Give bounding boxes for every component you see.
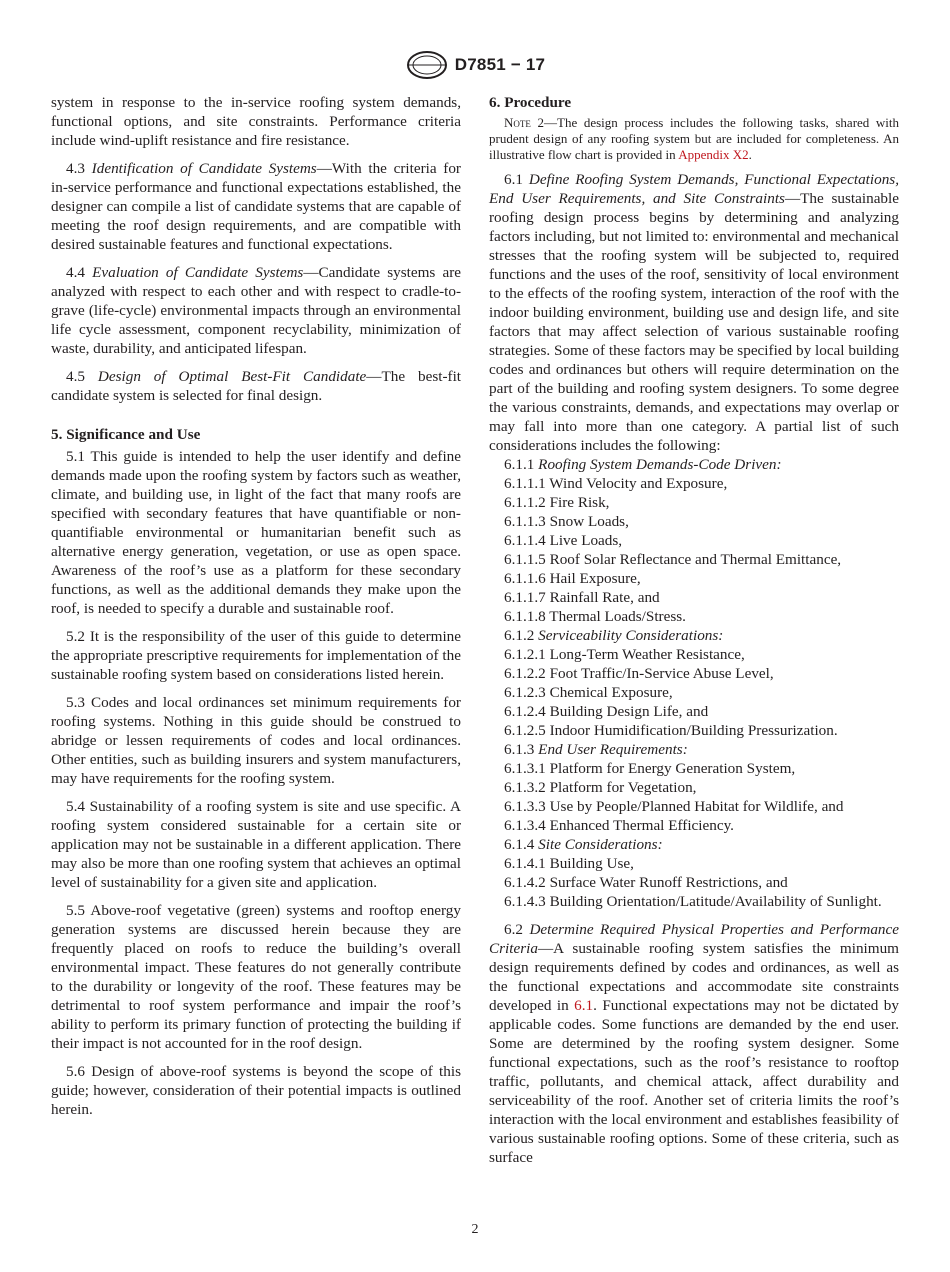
standard-designation: D7851 − 17 — [454, 55, 546, 74]
list-item: 6.1.2.5 Indoor Humidification/Building Pressurization. — [504, 722, 838, 739]
note-2: Note 2—The design process includes the following tasks, shared with prudent design of any roofing system but are included for completeness. An illustrative flow chart is provided in Appendix X2. — [489, 115, 900, 162]
list-item: 6.1.1.7 Rainfall Rate, and — [504, 589, 660, 606]
list-item: 6.1.3.1 Platform for Energy Generation System, — [504, 760, 796, 777]
list-item: 6.1.3.3 Use by People/Planned Habitat for Wildlife, and — [504, 798, 844, 815]
section-5-heading: 5. Significance and Use — [51, 426, 201, 443]
list-item: 6.1.1.8 Thermal Loads/Stress. — [504, 608, 686, 625]
list-item: 6.1.3.2 Platform for Vegetation, — [504, 779, 697, 796]
considerations-list — [489, 455, 899, 892]
list-item: 6.1.4 Site Considerations: — [504, 836, 663, 853]
list-item: 6.1.1.2 Fire Risk, — [504, 494, 610, 511]
paragraph-6-1: 6.1 Define Roofing System Demands, Functional Expectations, End User Requirements, and Site Constraints—The sustainable roofing design process begins by determining and analyzing factors including, but not limited to: environmental and mechanical stresses that the roofing system will be subjected to, required functions and the uses of the roof, sensitivity of local environment to the effects of the roofing system, interaction of the roof with the indoor building environment, building use and design life, and site factors that may affect selection of various sustainable roofing strategies. Some of these factors may be specified by local building codes and ordinances but others will require determination on the part of the building and roofing system designers. To some degree the various constraints, demands, and expectations may overlap or may fall into more than one category. A partial list of such considerations includes the following: — [489, 171, 899, 454]
left-column — [51, 93, 461, 1119]
astm-logo-icon — [405, 50, 449, 80]
appendix-x2-link[interactable]: Appendix X2 — [678, 147, 749, 162]
list-item: 6.1.1.4 Live Loads, — [504, 532, 623, 549]
paragraph-4-4: 4.4 Evaluation of Candidate Systems—Candidate systems are analyzed with respect to each other and with respect to cradle-to-grave (life-cycle) environmental impacts through an environmental life cycle assessment, component recyclability, minimization of waste, durability, and anticipated lifespan. — [51, 264, 462, 357]
list-item: 6.1.2 Serviceability Considerations: — [504, 627, 724, 644]
paragraph-5-5: 5.5 Above-roof vegetative (green) systems and rooftop energy generation systems are discussed herein because they are frequently placed on roofs to reduce the building’s overall environmental impact. These features do not generally contribute to the durability or longevity of the roof. These features may be detrimental to roof system performance and impair the roof’s ability to perform its primary function of protecting the building if their impact is not accounted for in the roof design. — [51, 902, 461, 1052]
list-item: 6.1.3 End User Requirements: — [504, 741, 688, 758]
paragraph-5-2: 5.2 It is the responsibility of the user of this guide to determine the appropriate prescriptive requirements for implementation of the sustainable roofing system based on considerations listed herein. — [51, 628, 461, 683]
list-item: 6.1.1 Roofing System Demands-Code Driven: — [504, 456, 782, 473]
list-item: 6.1.3.4 Enhanced Thermal Efficiency. — [504, 817, 734, 834]
page-header — [0, 50, 950, 80]
paragraph-5-6: 5.6 Design of above-roof systems is beyond the scope of this guide; however, consideration of their potential impacts is outlined herein. — [51, 1063, 461, 1118]
paragraph-5-3: 5.3 Codes and local ordinances set minimum requirements for roofing systems. Nothing in this guide should be construed to abridge or lessen requirements of codes and local ordinances. Other entities, such as building insurers and system manufacturers, may have requirements for the roofing system. — [51, 694, 461, 787]
paragraph-4-5: 4.5 Design of Optimal Best-Fit Candidate—The best-fit candidate system is selected for final design. — [51, 368, 462, 404]
right-column — [489, 93, 899, 1167]
list-item: 6.1.1.6 Hail Exposure, — [504, 570, 641, 587]
page-number: 2 — [471, 1222, 479, 1237]
list-item: 6.1.2.4 Building Design Life, and — [504, 703, 709, 720]
list-item: 6.1.4.1 Building Use, — [504, 855, 634, 872]
list-item: 6.1.2.3 Chemical Exposure, — [504, 684, 673, 701]
list-item: 6.1.1.3 Snow Loads, — [504, 513, 629, 530]
paragraph-6-2: 6.2 Determine Required Physical Properties and Performance Criteria—A sustainable roofing system satisfies the minimum design requirements defined by codes and ordinances, as well as the functional expectations and accommodate site constraints developed in 6.1. Functional expectations may not be dictated by applicable codes. Some functions are demanded by the end user. Some are determined by the roofing system designer. Some functional expectations, such as the roof’s resistance to rooftop traffic, pollutants, and chemical attack, affect durability and serviceability of the roof. Another set of criteria limits the roof’s interaction with the local environment and establishes feasibility of various sustainable roofing options. Some of these criteria, such as surface — [489, 921, 899, 1166]
list-item: 6.1.2.2 Foot Traffic/In-Service Abuse Level, — [504, 665, 774, 682]
paragraph-5-4: 5.4 Sustainability of a roofing system is site and use specific. A roofing system considered sustainable for a certain site or application may not be sustainable in a different application. There may also be more than one roofing system that achieves an optimal level of sustainability for a given site and application. — [51, 798, 461, 891]
list-item: 6.1.4.2 Surface Water Runoff Restrictions, and — [504, 874, 788, 891]
list-item: 6.1.1.1 Wind Velocity and Exposure, — [504, 475, 728, 492]
paragraph-continued: system in response to the in-service roofing system demands, functional options, and site constraints. Performance criteria include wind-uplift resistance and fire resistance. — [51, 94, 461, 149]
section-6-1-link[interactable]: 6.1 — [574, 997, 594, 1014]
list-item: 6.1.4.3 Building Orientation/Latitude/Availability of Sunlight. — [504, 893, 882, 910]
section-6-heading: 6. Procedure — [489, 94, 572, 111]
list-item: 6.1.2.1 Long-Term Weather Resistance, — [504, 646, 745, 663]
paragraph-5-1: 5.1 This guide is intended to help the user identify and define demands made upon the roofing system by factors such as weather, climate, and building use, in light of the fact that many roofs are specified with secondary features that have quantifiable or non-quantifiable environmental or humanitarian benefit such as alternative energy generation, vegetation, or use as open space. Awareness of the roof’s use as a platform for these secondary functions, as well as the additional demands they make upon the roof, is needed to specify a durable and sustainable roof. — [51, 448, 461, 617]
paragraph-4-3: 4.3 Identification of Candidate Systems—With the criteria for in-service performance and functional expectations established, the designer can compile a list of candidate systems that are capable of meeting the roof design requirements, and are compatible with desired sustainable features and functional expectations. — [51, 160, 461, 253]
list-item: 6.1.1.5 Roof Solar Reflectance and Thermal Emittance, — [504, 551, 842, 568]
